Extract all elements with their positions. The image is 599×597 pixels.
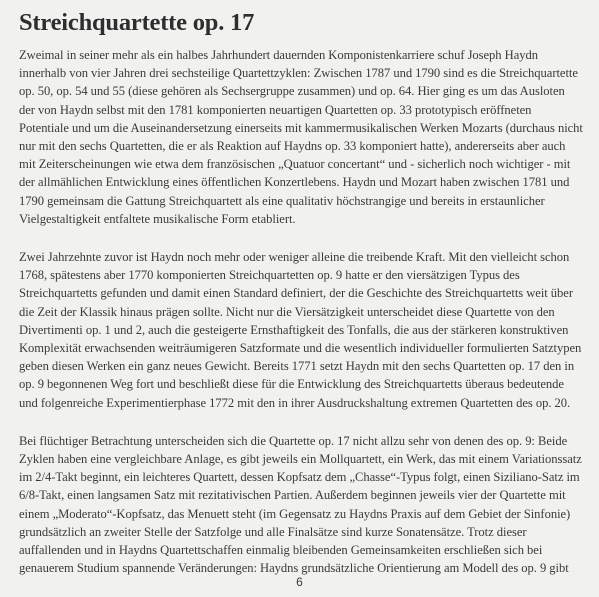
- page-title: Streichquartette op. 17: [19, 9, 255, 36]
- paragraph-1: Zweimal in seiner mehr als ein halbes Jahrhundert dauernden Komponistenkarriere schuf Joseph Haydn innerhalb von vier Jahren drei sechsteilige Quartettzyklen: Zwischen 1787 und 1790 sind es die Streichquartette op. 50, op. 54 und 55 (diese gehören als Sechsergruppe zusammen) und op. 64. Hier ging es um das Ausloten der von Haydn selbst mit den 1781 komponierten neuartigen Quartetten op. 33 prototypisch eröffneten Potentiale und um die Auseinandersetzung einerseits mit kammermusikalischen Werken Mozarts (durchaus nicht nur mit den sechs Quartetten, die er als Reaktion auf Haydns op. 33 komponiert hatte), andererseits aber auch mit Zeiterscheinungen wie etwa dem französischen „Quatuor concertant“ und - sicherlich noch wichtiger - mit der allmählichen Entwicklung eines öffentlichen Konzertlebens. Haydn und Mozart haben zwischen 1781 und 1790 gemeinsam die Gattung Streichquartett als eine qualitativ höchstrangige und bereits in erstaunlicher Vielgestaltigkeit entfaltete musikalische Form etabliert.: [19, 48, 583, 226]
- paragraph-2: Zwei Jahrzehnte zuvor ist Haydn noch mehr oder weniger alleine die treibende Kraft. Mit den vielleicht schon 1768, spätestens aber 1770 komponierten Streichquartetten op. 9 hatte er den viersätzigen Typus des Streichquartetts gefunden und damit einen Standard definiert, der die Geschichte des Streichquartetts weit über die Zeit der Klassik hinaus prägen sollte. Nicht nur die Viersätzigkeit unterscheidet diese Quartette von den Divertimenti op. 1 und 2, auch die gesteigerte Ernsthaftigkeit des Tonfalls, die aus der stärkeren konstruktiven Komplexität erwachsenden weiträumigeren Satzformate und die wesentlich individueller formulierten Satztypen geben diesen Werken ein ganz neues Gewicht. Bereits 1771 setzt Haydn mit den sechs Quartetten op. 17 den in op. 9 begonnenen Weg fort und beschließt diese für die Entwicklung des Streichquartetts überaus bedeutende und folgenreiche Experimentierphase 1772 mit den in ihrer Ausdruckshaltung extremen Quartetten des op. 20.: [19, 250, 582, 410]
- page-body: [19, 8, 583, 597]
- page-number: 6: [296, 575, 303, 589]
- paragraph-3: Bei flüchtiger Betrachtung unterscheiden sich die Quartette op. 17 nicht allzu sehr von denen des op. 9: Beide Zyklen haben eine vergleichbare Anlage, es gibt jeweils ein Mollquartett, ein Werk, das mit einem Variationssatz im 2/4-Takt beginnt, ein leichteres Quartett, dessen Kopfsatz dem „Chasse“-Typus folgt, einen Siziliano-Satz im 6/8-Takt, einen langsamen Satz mit rezitativischen Partien. Außerdem beginnen jeweils vier der Quartette mit einem „Moderato“-Kopfsatz, das Menuett steht (im Gegensatz zu Haydns Praxis auf dem Gebiet der Sinfonie) grundsätzlich an zweiter Stelle der Satzfolge und alle Finalsätze sind kurze Sonatensätze. Trotz dieser auffallenden und in Haydns Quartettschaffen einmalig bleibenden Gemeinsamkeiten erschließen sich bei genauerem Studium spannende Veränderungen: Haydns grundsätzliche Orientierung am Modell des op. 9 gibt: [19, 433, 582, 576]
